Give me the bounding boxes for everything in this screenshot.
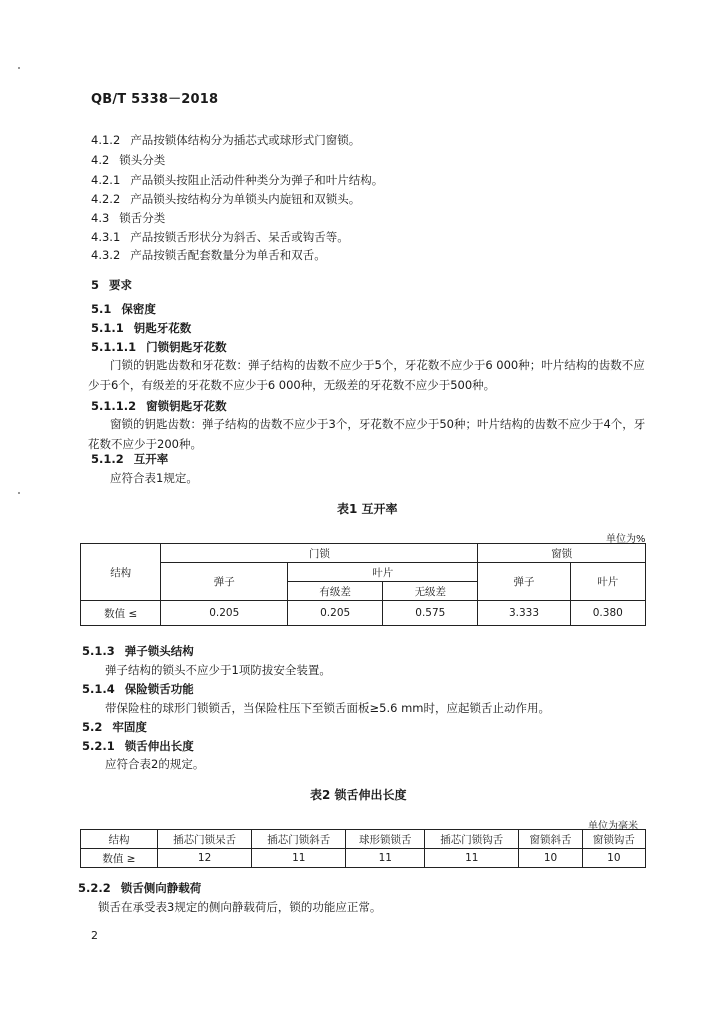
paragraph-5-1-4: 带保险柱的球形门锁锁舌，当保险柱压下至锁舌面板≥5.6 mm时，应起锁舌止动作用。 bbox=[105, 701, 550, 715]
t2-cell: 11 bbox=[425, 849, 519, 868]
section-5-1-3: 5.1.3 弹子锁头结构 bbox=[82, 644, 194, 658]
section-4-2-1: 4.2.1 产品锁头按阻止活动件种类分为弹子和叶片结构。 bbox=[91, 173, 384, 187]
paragraph-5-1-1-2: 窗锁的钥匙齿数：弹子结构的齿数不应少于3个，牙花数不应少于50种；叶片结构的齿数不应少于4个，牙花数不应少于200种。 bbox=[88, 417, 646, 451]
section-5-2: 5.2 牢固度 bbox=[82, 720, 147, 734]
t2-header: 插芯门锁钩舌 bbox=[425, 830, 519, 849]
section-4-3-1: 4.3.1 产品按锁舌形状分为斜舌、呆舌或钩舌等。 bbox=[91, 230, 349, 244]
t2-cell: 10 bbox=[582, 849, 645, 868]
t1-header-ungraded: 无级差 bbox=[383, 582, 478, 601]
scan-speck bbox=[18, 67, 20, 69]
t1-cell: 0.380 bbox=[570, 601, 645, 626]
t1-header-structure: 结构 bbox=[81, 544, 161, 601]
section-5-1-4: 5.1.4 保险锁舌功能 bbox=[82, 682, 194, 696]
t2-cell: 12 bbox=[158, 849, 252, 868]
section-5-1-1: 5.1.1 钥匙牙花数 bbox=[91, 321, 192, 335]
section-4-2: 4.2 锁头分类 bbox=[91, 153, 166, 167]
section-5-2-2: 5.2.2 锁舌侧向静载荷 bbox=[78, 881, 202, 895]
t2-header: 窗锁钩舌 bbox=[582, 830, 645, 849]
table2-latch-projection bbox=[80, 829, 646, 868]
t1-cell: 0.575 bbox=[383, 601, 478, 626]
t2-header: 插芯门锁呆舌 bbox=[158, 830, 252, 849]
section-5-1-1-1: 5.1.1.1 门锁钥匙牙花数 bbox=[91, 340, 227, 354]
table2-caption: 表2 锁舌伸出长度 bbox=[310, 788, 407, 802]
t1-header-pin: 弹子 bbox=[161, 563, 288, 601]
section-4-2-2: 4.2.2 产品锁头按结构分为单锁头内旋钮和双锁头。 bbox=[91, 192, 361, 206]
t2-header: 插芯门锁斜舌 bbox=[252, 830, 346, 849]
t1-cell: 0.205 bbox=[161, 601, 288, 626]
page-number: 2 bbox=[91, 929, 98, 942]
section-5: 5 要求 bbox=[91, 278, 133, 292]
table1-mutual-opening-rate bbox=[80, 543, 646, 626]
t1-header-door: 门锁 bbox=[161, 544, 478, 563]
section-5-2-1: 5.2.1 锁舌伸出长度 bbox=[82, 739, 194, 753]
paragraph-5-1-2: 应符合表1规定。 bbox=[110, 471, 198, 485]
section-5-1-2: 5.1.2 互开率 bbox=[91, 452, 169, 466]
section-4-3: 4.3 锁舌分类 bbox=[91, 211, 166, 225]
scan-speck bbox=[18, 492, 20, 494]
section-5-1: 5.1 保密度 bbox=[91, 302, 156, 316]
t2-cell: 10 bbox=[519, 849, 582, 868]
t2-cell: 11 bbox=[252, 849, 346, 868]
t1-header-window-pin: 弹子 bbox=[478, 563, 570, 601]
section-5-1-1-2: 5.1.1.2 窗锁钥匙牙花数 bbox=[91, 399, 227, 413]
t1-cell: 3.333 bbox=[478, 601, 570, 626]
t2-header: 结构 bbox=[81, 830, 158, 849]
t2-header: 球形锁锁舌 bbox=[346, 830, 425, 849]
t2-cell: 11 bbox=[346, 849, 425, 868]
t1-row-label: 数值 ≤ bbox=[81, 601, 161, 626]
section-4-3-2: 4.3.2 产品按锁舌配套数量分为单舌和双舌。 bbox=[91, 248, 326, 262]
table1-unit: 单位为% bbox=[606, 534, 646, 545]
t2-header: 窗锁斜舌 bbox=[519, 830, 582, 849]
t2-row-label: 数值 ≥ bbox=[81, 849, 158, 868]
paragraph-5-1-1-1: 门锁的钥匙齿数和牙花数：弹子结构的齿数不应少于5个，牙花数不应少于6 000种；叶片结构的齿数不应少于6个，有级差的牙花数不应少于6 000种，无级差的牙花数不应少于500种。 bbox=[88, 358, 645, 392]
section-4-1-2: 4.1.2 产品按锁体结构分为插芯式或球形式门窗锁。 bbox=[91, 133, 361, 147]
t1-header-graded: 有级差 bbox=[288, 582, 383, 601]
t1-header-leaf: 叶片 bbox=[288, 563, 478, 582]
t1-header-window: 窗锁 bbox=[478, 544, 646, 563]
table1-caption: 表1 互开率 bbox=[337, 502, 398, 516]
table2-unit: 单位为毫米 bbox=[588, 821, 638, 832]
paragraph-5-2-1: 应符合表2的规定。 bbox=[105, 757, 205, 771]
paragraph-5-1-3: 弹子结构的锁头不应少于1项防拔安全装置。 bbox=[105, 663, 331, 677]
standard-number: QB/T 5338－2018 bbox=[91, 92, 219, 107]
paragraph-5-2-2: 锁舌在承受表3规定的侧向静载荷后，锁的功能应正常。 bbox=[98, 900, 382, 914]
t1-cell: 0.205 bbox=[288, 601, 383, 626]
t1-header-window-leaf: 叶片 bbox=[570, 563, 645, 601]
